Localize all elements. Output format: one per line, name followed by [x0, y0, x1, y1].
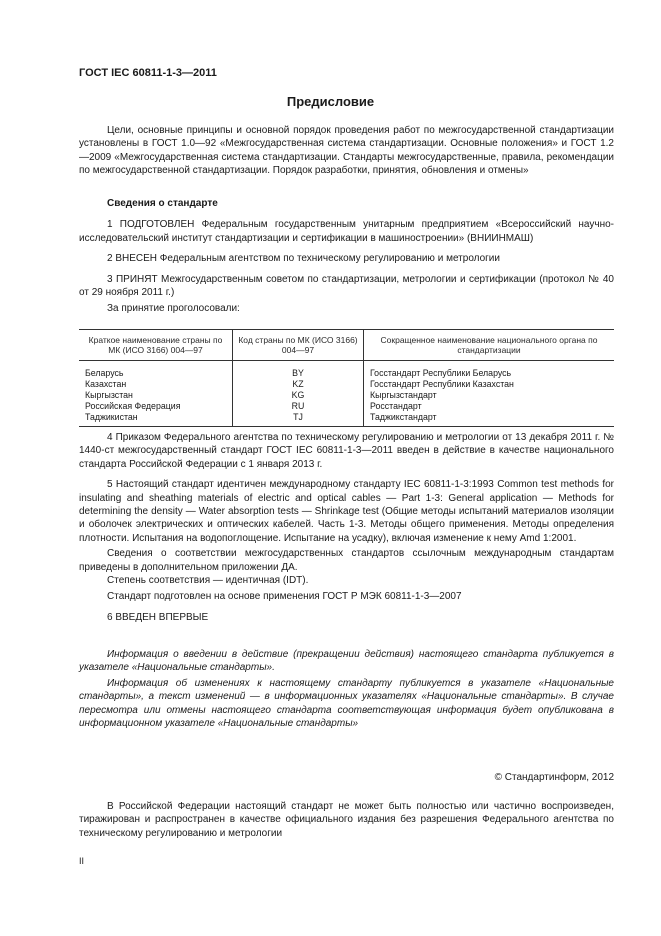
- conformity-degree: Степень соответствия — идентичная (IDT).: [107, 575, 309, 587]
- country-cell: Беларусь: [85, 367, 124, 378]
- reproduction-notice: В Российской Федерации настоящий стандарт не может быть полностью или частично воспроизведен, тиражирован и распространен в качестве официального издания без разрешения Федерального агентства по техническому регулированию и метрологии: [79, 801, 614, 839]
- code-cell: TJ: [233, 412, 364, 427]
- code-cell: KZ: [233, 379, 364, 390]
- body-cell: Госстандарт Республики Казахстан: [364, 379, 615, 390]
- body-cell: Росстандарт: [364, 401, 615, 412]
- body-cell: Таджикстандарт: [364, 412, 615, 427]
- header-country: Краткое наименование страны по МК (ИСО 3166) 004—97: [79, 330, 233, 361]
- voting-table: [79, 329, 614, 427]
- info-paragraph-2: Информация об изменениях к настоящему стандарту публикуется в указателе «Национальные стандарты», а текст изменений — в информационных указателях «Национальные стандарты». В случае пересмотра или отмены настоящего стандарта соответствующая информация будет опубликована в информационном указателе «Национальные стандарты»: [79, 677, 614, 730]
- document-code: ГОСТ IEC 60811-1-3—2011: [79, 67, 217, 79]
- intro-paragraph: Цели, основные принципы и основной порядок проведения работ по межгосударственной стандартизации установлены в ГОСТ 1.0—92 «Межгосударственная система стандартизации. Основные положения» и ГОСТ 1.2—2009 «Межгосударственная система стандартизации. Стандарты межгосударственные, правила, рекомендации по межгосударственной стандартизации. Порядок разработки, принятия, обновления и отмены»: [79, 125, 614, 177]
- table-row: [79, 360, 614, 379]
- header-code: Код страны по МК (ИСО 3166) 004—97: [233, 330, 364, 361]
- item-1: 1 ПОДГОТОВЛЕН Федеральным государственным унитарным предприятием «Всероссийский научно-исследовательский институт стандартизации и сертификации в машиностроении» (ВНИИНМАШ): [79, 219, 614, 244]
- country-cell: Российская Федерация: [85, 400, 181, 411]
- item-5: 5 Настоящий стандарт идентичен международному стандарту IEC 60811-1-3:1993 Common test methods for insulating and sheathing materials of electric and optical cables — Part 1-3: General application — Methods for determining the density — Water absorption tests — Shrinkage test (Общие методы испытаний материалов изоляции и оболочек электрических и оптических кабелей. Часть 1-3. Методы общего применения. Методы определения плотности. Испытания на водопоглощение. Испытание на усадку), включая изменение к нему Amd 1:2001.: [79, 479, 614, 544]
- reference-info: Сведения о соответствии межгосударственных стандартов ссылочным международным стандартам приведены в дополнительном приложении ДА.: [79, 548, 614, 573]
- country-cell: Кыргызстан: [85, 389, 133, 400]
- standard-info-heading: Сведения о стандарте: [107, 198, 218, 209]
- table-row: [79, 412, 614, 427]
- table-row: [79, 401, 614, 412]
- item-4: 4 Приказом Федерального агентства по техническому регулированию и метрологии от 13 декабря 2011 г. № 1440-ст межгосударственный стандарт ГОСТ IEC 60811-1-3—2011 введен в действие в качестве национального стандарта Российской Федерации с 1 января 2013 г.: [79, 432, 614, 470]
- page-number: II: [79, 856, 85, 866]
- country-cell: Казахстан: [85, 378, 127, 389]
- body-cell: Госстандарт Республики Беларусь: [364, 360, 615, 379]
- item-3: 3 ПРИНЯТ Межгосударственным советом по стандартизации, метрологии и сертификации (протокол № 40 от 29 ноября 2011 г.): [79, 273, 614, 299]
- table-row: [79, 390, 614, 401]
- items-section: [79, 431, 614, 624]
- header-body: Сокращенное наименование национального органа по стандартизации: [364, 330, 615, 361]
- intro-section: [79, 124, 614, 178]
- item-6: 6 ВВЕДЕН ВПЕРВЫЕ: [107, 611, 209, 623]
- country-cell: Таджикистан: [79, 412, 233, 427]
- copyright: © Стандартинформ, 2012: [494, 772, 614, 783]
- info-paragraph-1: Информация о введении в действие (прекращении действия) настоящего стандарта публикуется в указателе «Национальные стандарты».: [79, 649, 614, 674]
- publication-info-section: [79, 648, 614, 730]
- table-row: [79, 379, 614, 390]
- notice-section: [79, 800, 614, 840]
- body-cell: Кыргызстандарт: [364, 390, 615, 401]
- page-title: Предисловие: [286, 94, 375, 109]
- item-2: 2 ВНЕСЕН Федеральным агентством по техническому регулированию и метрологии: [107, 253, 500, 265]
- table-header-row: [79, 330, 614, 361]
- based-on: Стандарт подготовлен на основе применения ГОСТ Р МЭК 60811-1-3—2007: [107, 591, 462, 603]
- code-cell: BY: [233, 360, 364, 379]
- code-cell: KG: [233, 390, 364, 401]
- code-cell: RU: [233, 401, 364, 412]
- standard-info-section: [79, 197, 614, 316]
- voted-label: За принятие проголосовали:: [107, 303, 240, 315]
